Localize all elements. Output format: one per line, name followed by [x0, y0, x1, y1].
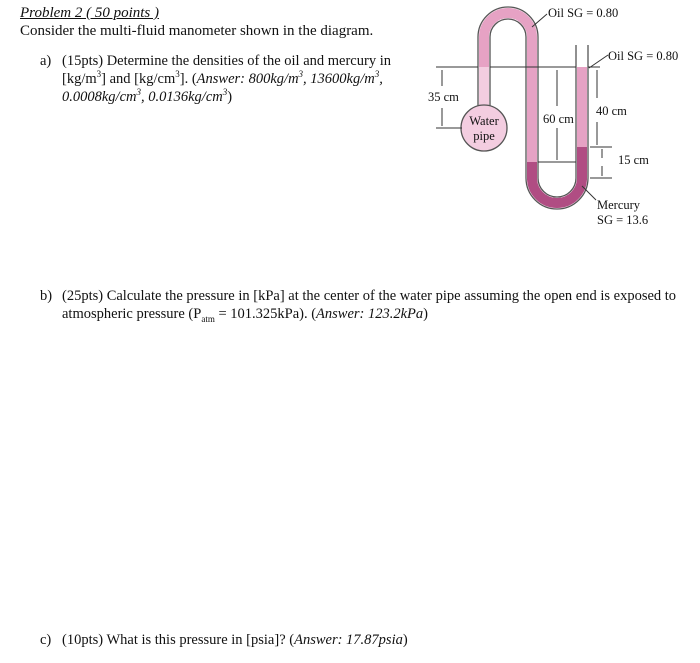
middle-tube-mercury — [527, 162, 537, 180]
oil-right-label: Oil SG = 0.80 — [608, 49, 679, 63]
dim-60cm: 60 cm — [543, 112, 574, 126]
question-a-label: a) — [40, 53, 52, 69]
question-a-text: (15pts) Determine the densities of the oil and mercury in $[kg/m^3]$ and $[kg/cm^3]$. (Answer: $800kg/m^3$, $13600kg/m^3$, $0.0008kg/cm^3$, $0.0136kg/cm^3$) — [62, 53, 391, 105]
question-b-answer: Answer: 123.2kPa — [316, 306, 424, 322]
question-b-text: (25pts) Calculate the pressure in [kPa] at the center of the water pipe assuming the open end is exposed to atmospheric pressure $(P_{atm} = 101.325kPa)$. (Answer: 123.2kPa) — [62, 288, 677, 324]
water-pipe-label-1: Water — [469, 114, 499, 128]
question-b-label: b) — [40, 288, 53, 304]
water-pipe-label-2: pipe — [473, 129, 495, 143]
mercury-label-2: SG = 13.6 — [597, 213, 649, 227]
question-c-label: c) — [40, 632, 52, 648]
dim-15cm: 15 cm — [618, 153, 649, 167]
middle-tube-oil — [527, 37, 537, 177]
dim-35cm: 35 cm — [428, 90, 459, 104]
top-bend-oil — [484, 13, 532, 37]
right-tube-mercury — [577, 147, 587, 180]
mercury-label-1: Mercury — [597, 198, 641, 212]
bottom-bend-mercury — [532, 178, 582, 203]
question-a-answer: Answer: $800kg/m^3$, $13600kg/m^3$, $0.0008kg/cm^3$, $0.0136kg/cm^3$ — [62, 69, 383, 105]
water-pipe — [461, 105, 507, 151]
question-c-answer: Answer: 17.87psia — [294, 632, 403, 648]
left-tube-water-column — [479, 67, 489, 110]
oil-top-label: Oil SG = 0.80 — [548, 6, 619, 20]
problem-intro: Consider the multi-fluid manometer shown in the diagram. — [20, 23, 374, 39]
question-c-text: (10pts) What is this pressure in [psia]? (Answer: 17.87psia) — [62, 632, 408, 648]
problem-title: Problem 2 ( 50 points ) — [20, 5, 160, 21]
dim-40cm: 40 cm — [596, 104, 627, 118]
